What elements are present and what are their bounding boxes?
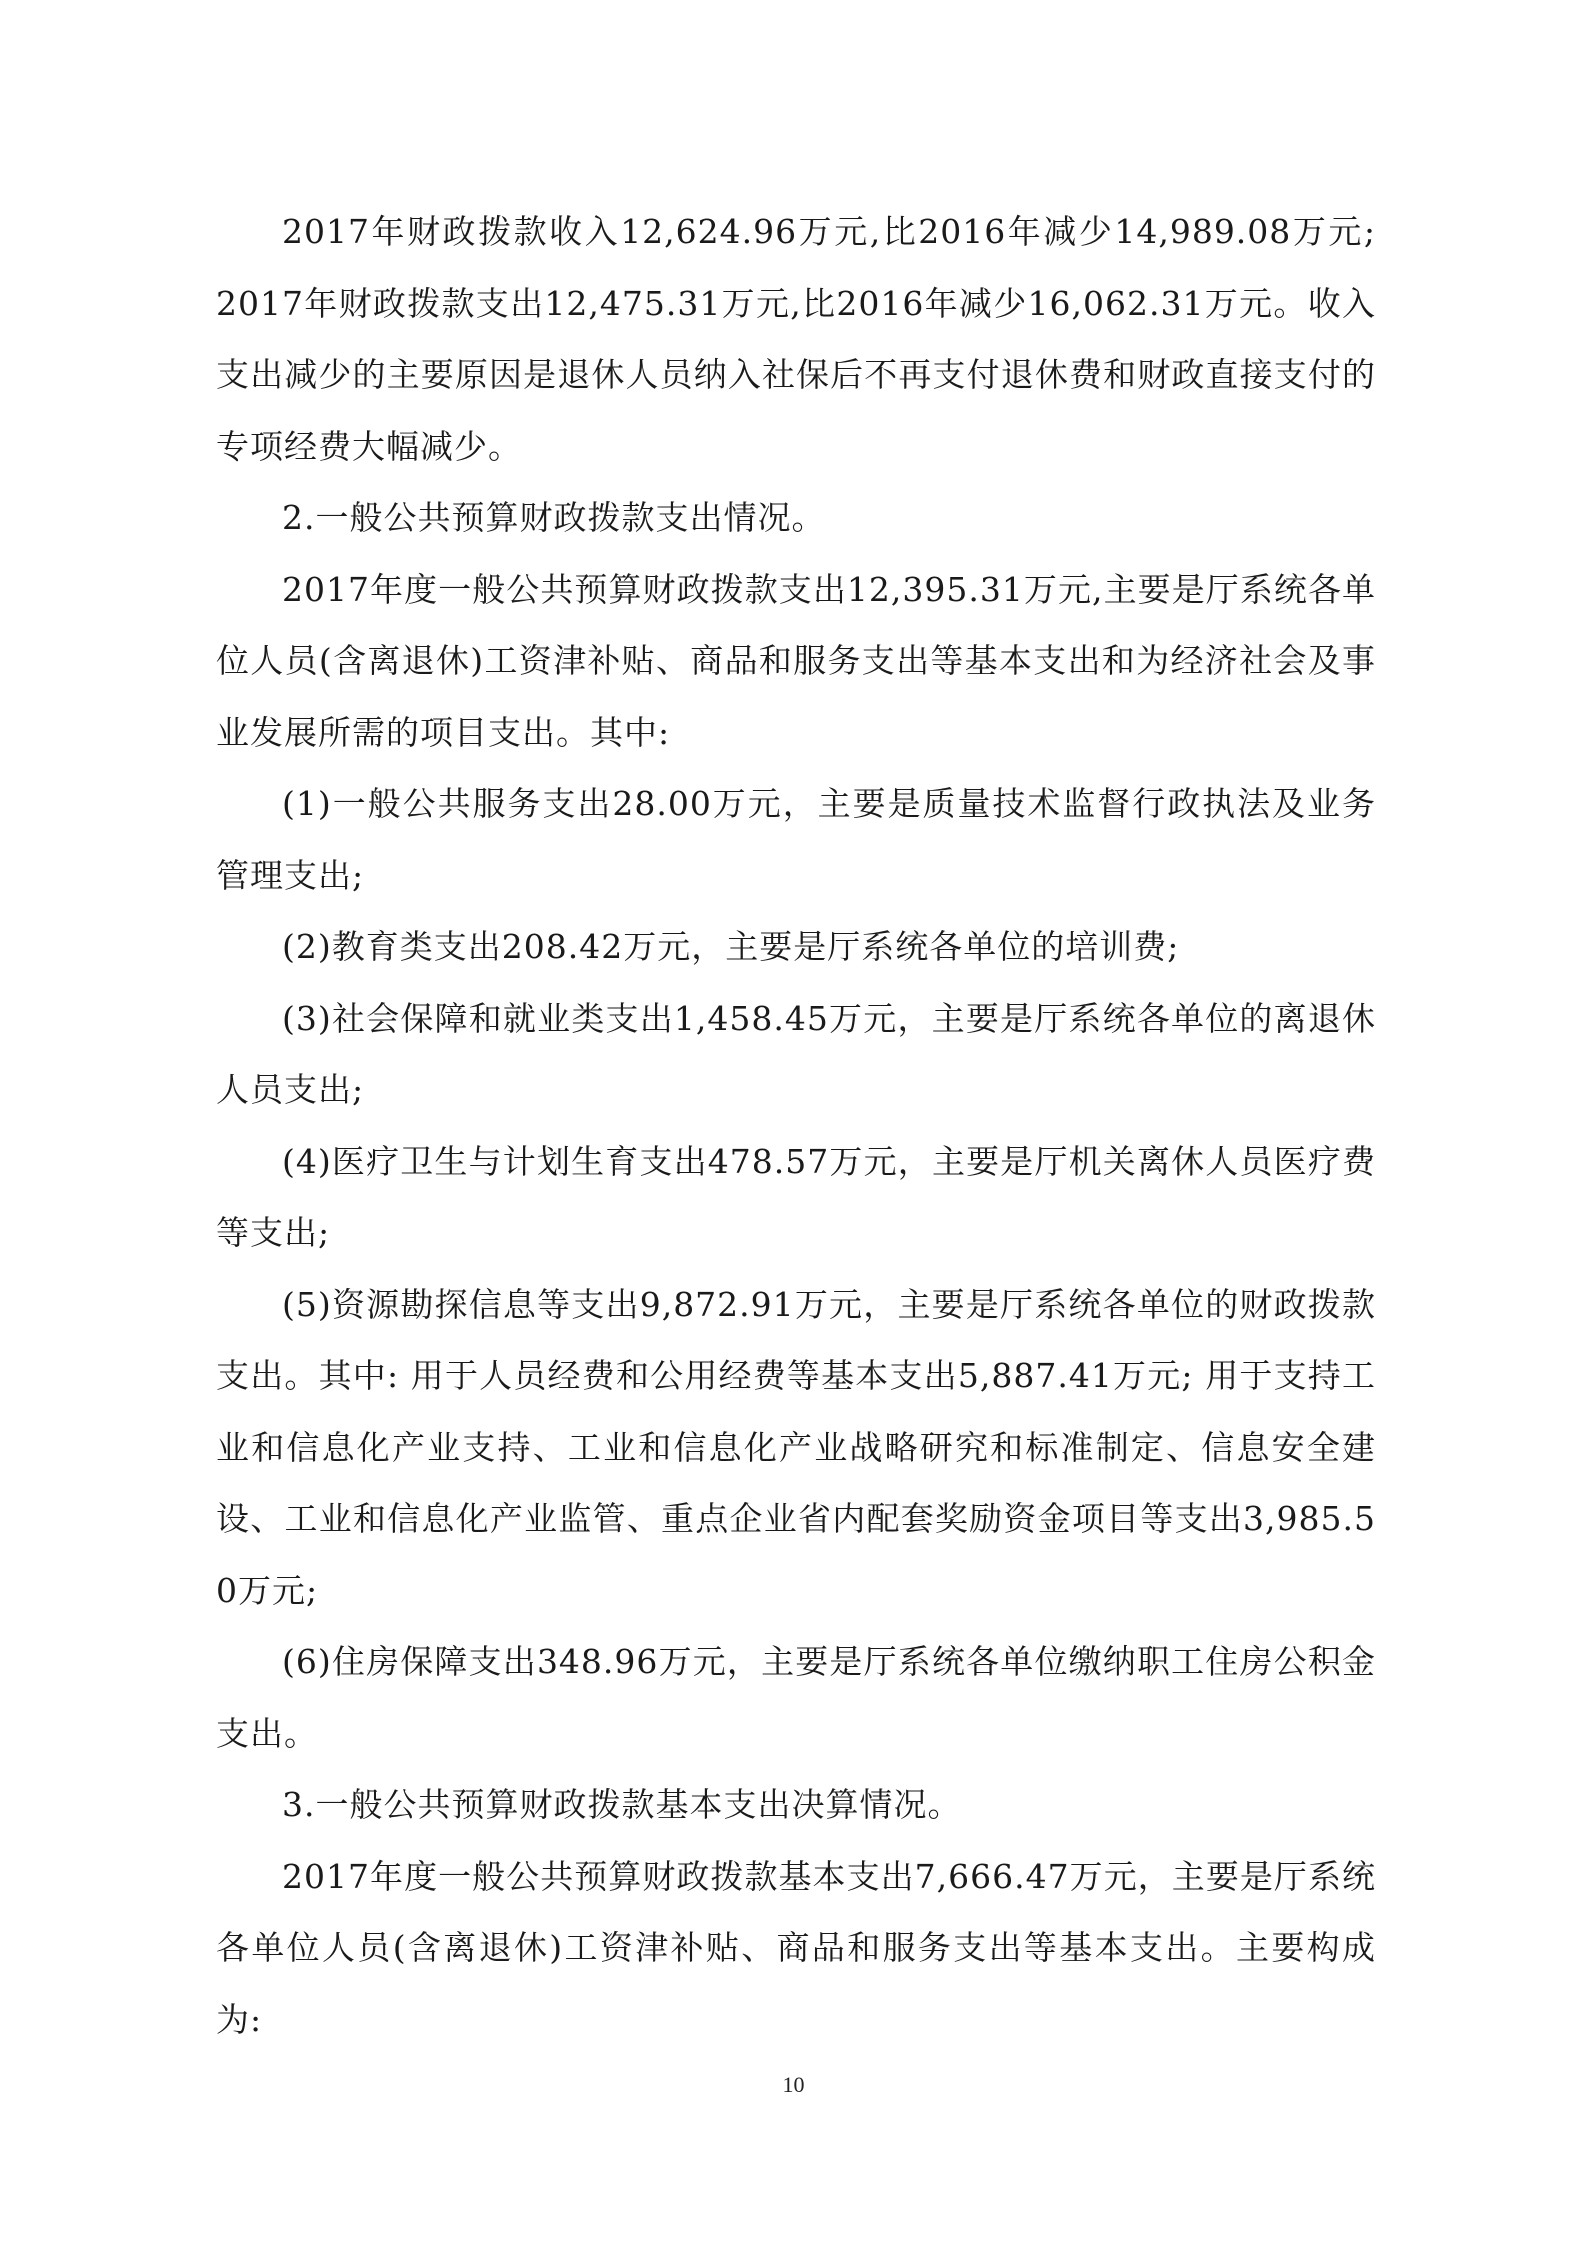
- section-heading-basic-expenditure: 3.一般公共预算财政拨款基本支出决算情况。: [282, 1785, 962, 1824]
- page-number: 10: [782, 2072, 805, 2097]
- list-item-social-security: (3)社会保障和就业类支出1,458.45万元，主要是厅系统各单位的离退休人员支出;: [216, 998, 1376, 1109]
- list-item-housing-security: (6)住房保障支出348.96万元，主要是厅系统各单位缴纳职工住房公积金支出。: [216, 1642, 1376, 1753]
- body-text: [216, 196, 1376, 2055]
- paragraph-income-expenditure-summary: 2017年财政拨款收入12,624.96万元,比2016年减少14,989.08万元; 2017年财政拨款支出12,475.31万元,比2016年减少16,062.31万元。收入支出减少的主要原因是退休人员纳入社保后不再支付退休费和财政直接支付的专项经费大幅减少。: [216, 212, 1376, 466]
- list-item-medical-health: (4)医疗卫生与计划生育支出478.57万元，主要是厅机关离休人员医疗费等支出;: [216, 1141, 1376, 1252]
- list-item-education: (2)教育类支出208.42万元，主要是厅系统各单位的培训费;: [282, 927, 1180, 966]
- list-item-general-public-services: (1)一般公共服务支出28.00万元，主要是质量技术监督行政执法及业务管理支出;: [216, 784, 1376, 895]
- section-heading-general-budget-expenditure: 2.一般公共预算财政拨款支出情况。: [282, 498, 826, 537]
- paragraph-general-budget-expenditure: 2017年度一般公共预算财政拨款支出12,395.31万元,主要是厅系统各单位人员(含离退休)工资津补贴、商品和服务支出等基本支出和为经济社会及事业发展所需的项目支出。其中:: [216, 569, 1376, 752]
- list-item-resource-exploration: (5)资源勘探信息等支出9,872.91万元，主要是厅系统各单位的财政拨款支出。其中: 用于人员经费和公用经费等基本支出5,887.41万元; 用于支持工业和信息化产业支持、工业和信息化产业战略研究和标准制定、信息安全建设、工业和信息化产业监管、重点企业省内配套奖励资金项目等支出3,985.50万元;: [216, 1284, 1376, 1610]
- paragraph-basic-expenditure: 2017年度一般公共预算财政拨款基本支出7,666.47万元，主要是厅系统各单位人员(含离退休)工资津补贴、商品和服务支出等基本支出。主要构成为:: [216, 1856, 1376, 2039]
